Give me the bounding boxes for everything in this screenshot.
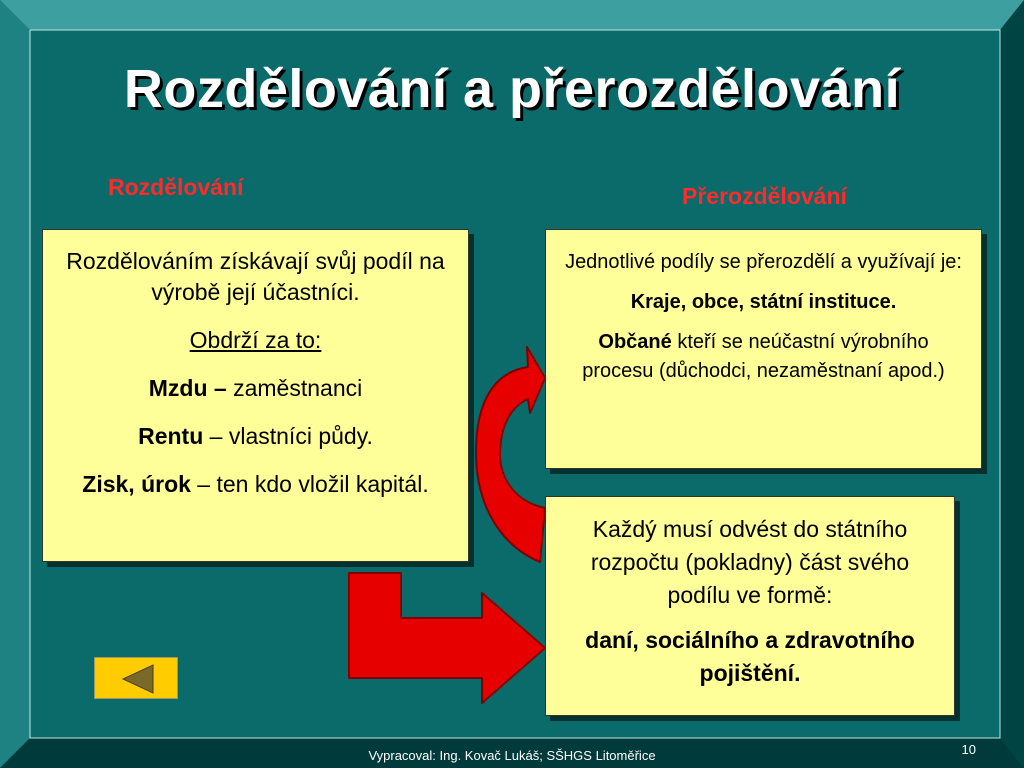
contribution-box bbox=[545, 496, 955, 716]
citizens-term: Občané bbox=[598, 331, 672, 353]
item-term: Mzdu – bbox=[148, 375, 227, 401]
back-button[interactable] bbox=[94, 657, 178, 699]
distribution-intro: Rozdělováním získávají svůj podíl na výrobě její účastníci. bbox=[66, 248, 445, 305]
bent-arrow-icon bbox=[349, 573, 545, 703]
left-triangle-icon bbox=[95, 658, 179, 700]
redistribution-intro: Jednotlivé podíly se přerozdělí a využívají je: bbox=[565, 251, 962, 273]
contribution-intro: Každý musí odvést do státního rozpočtu (pokladny) část svého podílu ve formě: bbox=[590, 516, 910, 608]
institutions-line: Kraje, obce, státní instituce. bbox=[630, 291, 897, 313]
redistribution-box bbox=[545, 229, 982, 469]
left-heading: Rozdělování bbox=[108, 174, 244, 200]
item-rest: zaměstnanci bbox=[226, 375, 363, 401]
item-term: Zisk, úrok bbox=[82, 471, 191, 497]
distribution-box bbox=[42, 229, 469, 562]
item-rest: – ten kdo vložil kapitál. bbox=[190, 471, 429, 497]
slide-title: Rozdělování a přerozdělování bbox=[123, 59, 901, 119]
item-term: Rentu bbox=[138, 423, 204, 449]
citizens-rest: kteří se neúčastní výrobního procesu (důchodci, nezaměstnaní apod.) bbox=[582, 331, 945, 382]
list-item bbox=[57, 469, 454, 500]
right-heading: Přerozdělování bbox=[682, 183, 847, 209]
citizens-line bbox=[562, 328, 965, 386]
curved-arrow-icon bbox=[476, 347, 545, 562]
list-item bbox=[57, 421, 454, 452]
obtain-label: Obdrží za to: bbox=[189, 327, 322, 353]
item-rest: – vlastníci půdy. bbox=[203, 423, 373, 449]
footer-credit: Vypracoval: Ing. Kovač Lukáš; SŠHGS Litoměřice bbox=[368, 748, 656, 763]
contribution-forms: daní, sociálního a zdravotního pojištění. bbox=[585, 627, 915, 686]
page-number: 10 bbox=[961, 742, 976, 757]
list-item bbox=[57, 373, 454, 404]
